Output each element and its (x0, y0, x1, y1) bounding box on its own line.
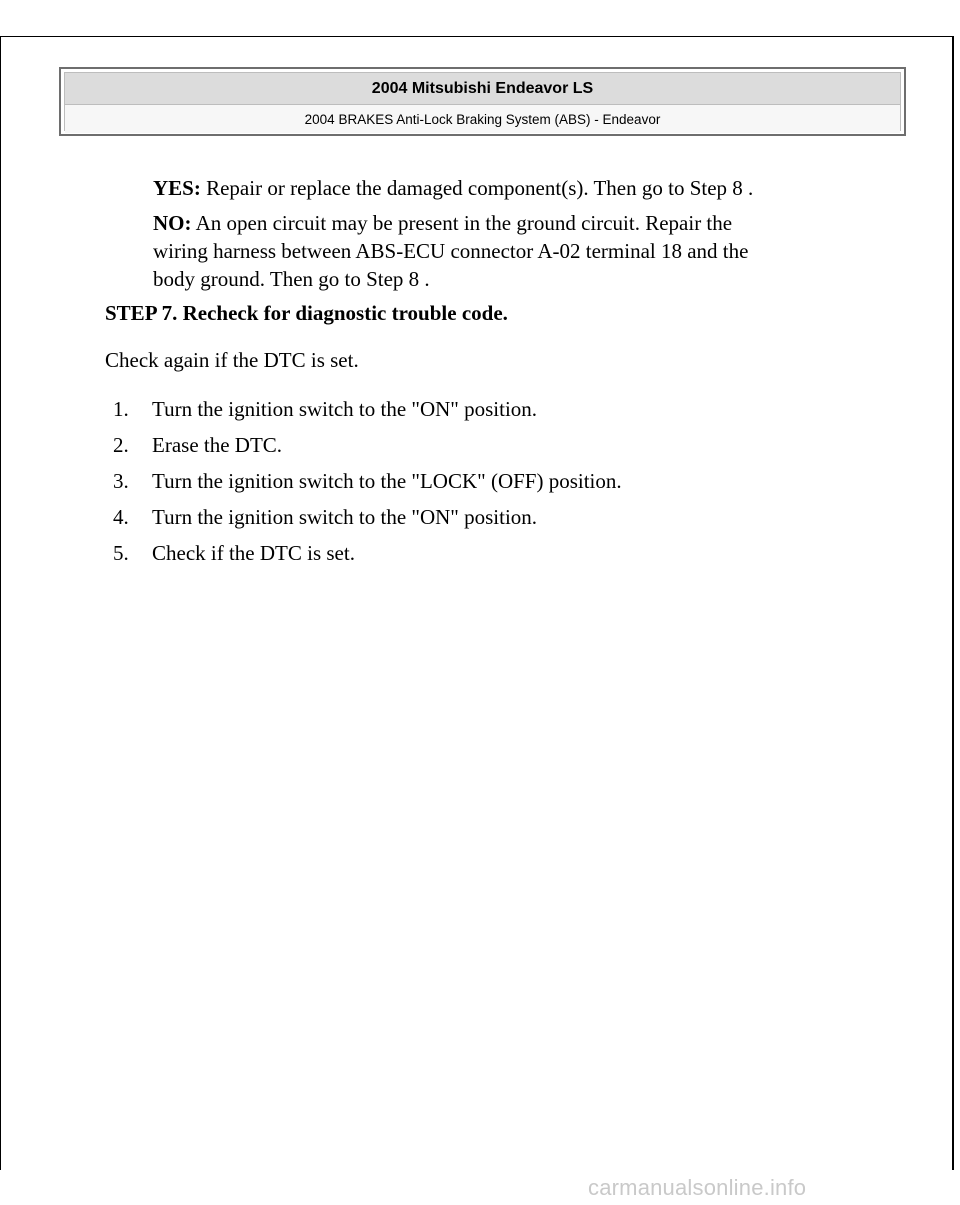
list-item-number: 5. (113, 541, 129, 565)
list-item-text: Check if the DTC is set. (152, 541, 355, 565)
page-border-right (952, 36, 954, 1170)
section-title: 2004 BRAKES Anti-Lock Braking System (ABS) - Endeavor (65, 105, 900, 133)
list-item-number: 3. (113, 469, 129, 493)
yes-label: YES: (153, 176, 201, 200)
no-label: NO: (153, 211, 192, 235)
list-item-text: Erase the DTC. (152, 433, 283, 457)
list-item-number: 2. (113, 433, 129, 457)
header-inner-table (64, 72, 901, 131)
no-result-line1 (153, 209, 732, 237)
no-result-line2: wiring harness between ABS-ECU connector A-02 terminal 18 and the (153, 239, 749, 263)
watermark: carmanualsonline.info (588, 1175, 807, 1200)
list-item (113, 541, 355, 566)
list-item-text: Turn the ignition switch to the "LOCK" (OFF) position. (152, 469, 622, 493)
vehicle-title: 2004 Mitsubishi Endeavor LS (65, 73, 900, 105)
list-item (113, 469, 622, 494)
step-heading: STEP 7. Recheck for diagnostic trouble code. (105, 301, 508, 325)
list-item (113, 505, 537, 530)
list-item (113, 433, 282, 458)
yes-result (153, 174, 753, 202)
document-header (59, 67, 906, 136)
yes-text: Repair or replace the damaged component(s). Then go to Step 8 . (200, 176, 754, 200)
no-text-line1: An open circuit may be present in the ground circuit. Repair the (191, 211, 733, 235)
list-item-text: Turn the ignition switch to the "ON" position. (152, 397, 538, 421)
step-intro: Check again if the DTC is set. (105, 348, 359, 372)
list-item-number: 4. (113, 505, 129, 529)
no-result-line3: body ground. Then go to Step 8 . (153, 267, 430, 291)
list-item (113, 397, 537, 422)
list-item-text: Turn the ignition switch to the "ON" position. (152, 505, 538, 529)
list-item-number: 1. (113, 397, 129, 421)
page-border-left (0, 36, 1, 1170)
page-border-top (0, 36, 953, 37)
